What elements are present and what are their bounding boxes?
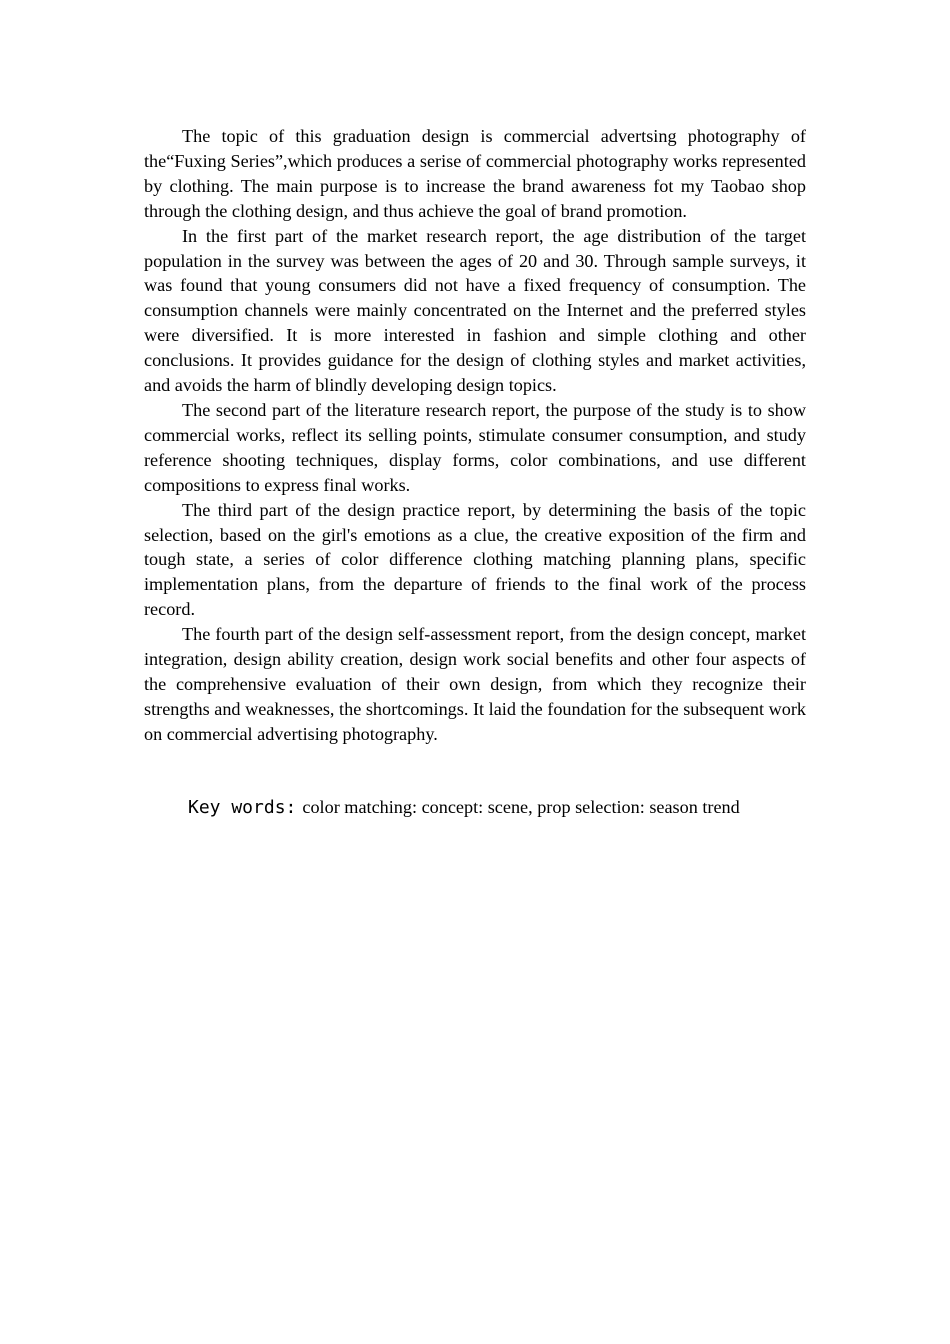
keywords-line bbox=[188, 797, 740, 818]
abstract-paragraph-1: The topic of this graduation design is commercial advertsing photography of the“Fuxing Series”,which produces a serise of commercial photography works represented by clothing. The main purpose is to increase the brand awareness fot my Taobao shop through the clothing design, and thus achieve the goal of brand promotion. bbox=[144, 126, 806, 221]
abstract-body bbox=[144, 124, 806, 747]
abstract-paragraph-5: The fourth part of the design self-assessment report, from the design concept, market integration, design ability creation, design work social benefits and other four aspects of the comprehensive evaluation of their own design, from which they recognize their strengths and weaknesses, the shortcomings. It laid the foundation for the subsequent work on commercial advertising photography. bbox=[144, 624, 806, 744]
keywords-text: color matching: concept: scene, prop selection: season trend bbox=[302, 797, 740, 817]
abstract-paragraph-4: The third part of the design practice report, by determining the basis of the topic selection, based on the girl's emotions as a clue, the creative exposition of the firm and tough state, a series of color difference clothing matching planning plans, specific implementation plans, from the departure of friends to the final work of the process record. bbox=[144, 499, 806, 620]
keywords-label: Key words: bbox=[188, 797, 297, 818]
abstract-paragraph-3: The second part of the literature research report, the purpose of the study is to show commercial works, reflect its selling points, stimulate consumer consumption, and study reference shooting techniques, display forms, color combinations, and use different compositions to express final works. bbox=[144, 399, 806, 495]
abstract-paragraph-2: In the first part of the market research report, the age distribution of the target population in the survey was between the ages of 20 and 30. Through sample surveys, it was found that young consumers did not have a fixed frequency of consumption. The consumption channels were mainly concentrated on the Internet and the preferred styles were diversified. It is more interested in fashion and simple clothing and other conclusions. It provides guidance for the design of clothing styles and market activities, and avoids the harm of blindly developing design topics. bbox=[144, 225, 806, 396]
